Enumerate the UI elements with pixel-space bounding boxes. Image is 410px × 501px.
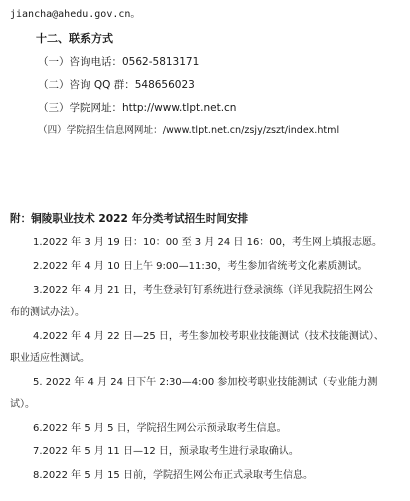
schedule-item-5: 5. 2022 年 4 月 24 日下午 2:30—4:00 参加校考职业技能测试（专业能力测 (33, 377, 378, 388)
schedule-item-4: 4.2022 年 4 月 22 日—25 日，考生参加校考职业技能测试（技术技能测试）、 (33, 331, 384, 342)
schedule-item-6: 6.2022 年 5 月 5 日，学院招生网公示预录取考生信息。 (33, 423, 287, 434)
schedule-item-4-cont: 职业适应性测试。 (10, 353, 90, 364)
schedule-item-2: 2.2022 年 4 月 10 日上午 9:00—11:30，考生参加省统考文化素质测试。 (33, 261, 368, 272)
appendix-title: 附：铜陵职业技术 2022 年分类考试招生时间安排 (10, 213, 249, 225)
schedule-item-3: 3.2022 年 4 月 21 日，考生登录钉钉系统进行登录演练（详见我院招生网公 (33, 285, 373, 296)
contact-admission-website: （四）学院招生信息网网址：/www.tlpt.net.cn/zsjy/zszt/index.html (38, 125, 340, 136)
contact-qq-group: （二）咨询 QQ 群：548656023 (38, 79, 195, 91)
schedule-item-1: 1.2022 年 3 月 19 日：10：00 至 3 月 24 日 16：00，考生网上填报志愿。 (33, 237, 383, 248)
schedule-item-5-cont: 试）。 (10, 399, 35, 410)
contact-website: （三）学院网址：http://www.tlpt.net.cn (38, 102, 237, 114)
contact-phone: （一）咨询电话：0562-5813171 (38, 56, 200, 68)
schedule-item-7: 7.2022 年 5 月 11 日—12 日，预录取考生进行录取确认。 (33, 446, 299, 457)
contact-heading: 十二、联系方式 (36, 32, 113, 45)
schedule-item-8: 8.2022 年 5 月 15 日前，学院招生网公布正式录取考生信息。 (33, 470, 313, 481)
contact-email-tail: jiancha@ahedu.gov.cn。 (10, 9, 141, 20)
schedule-item-3-cont: 布的测试办法）。 (10, 307, 85, 318)
